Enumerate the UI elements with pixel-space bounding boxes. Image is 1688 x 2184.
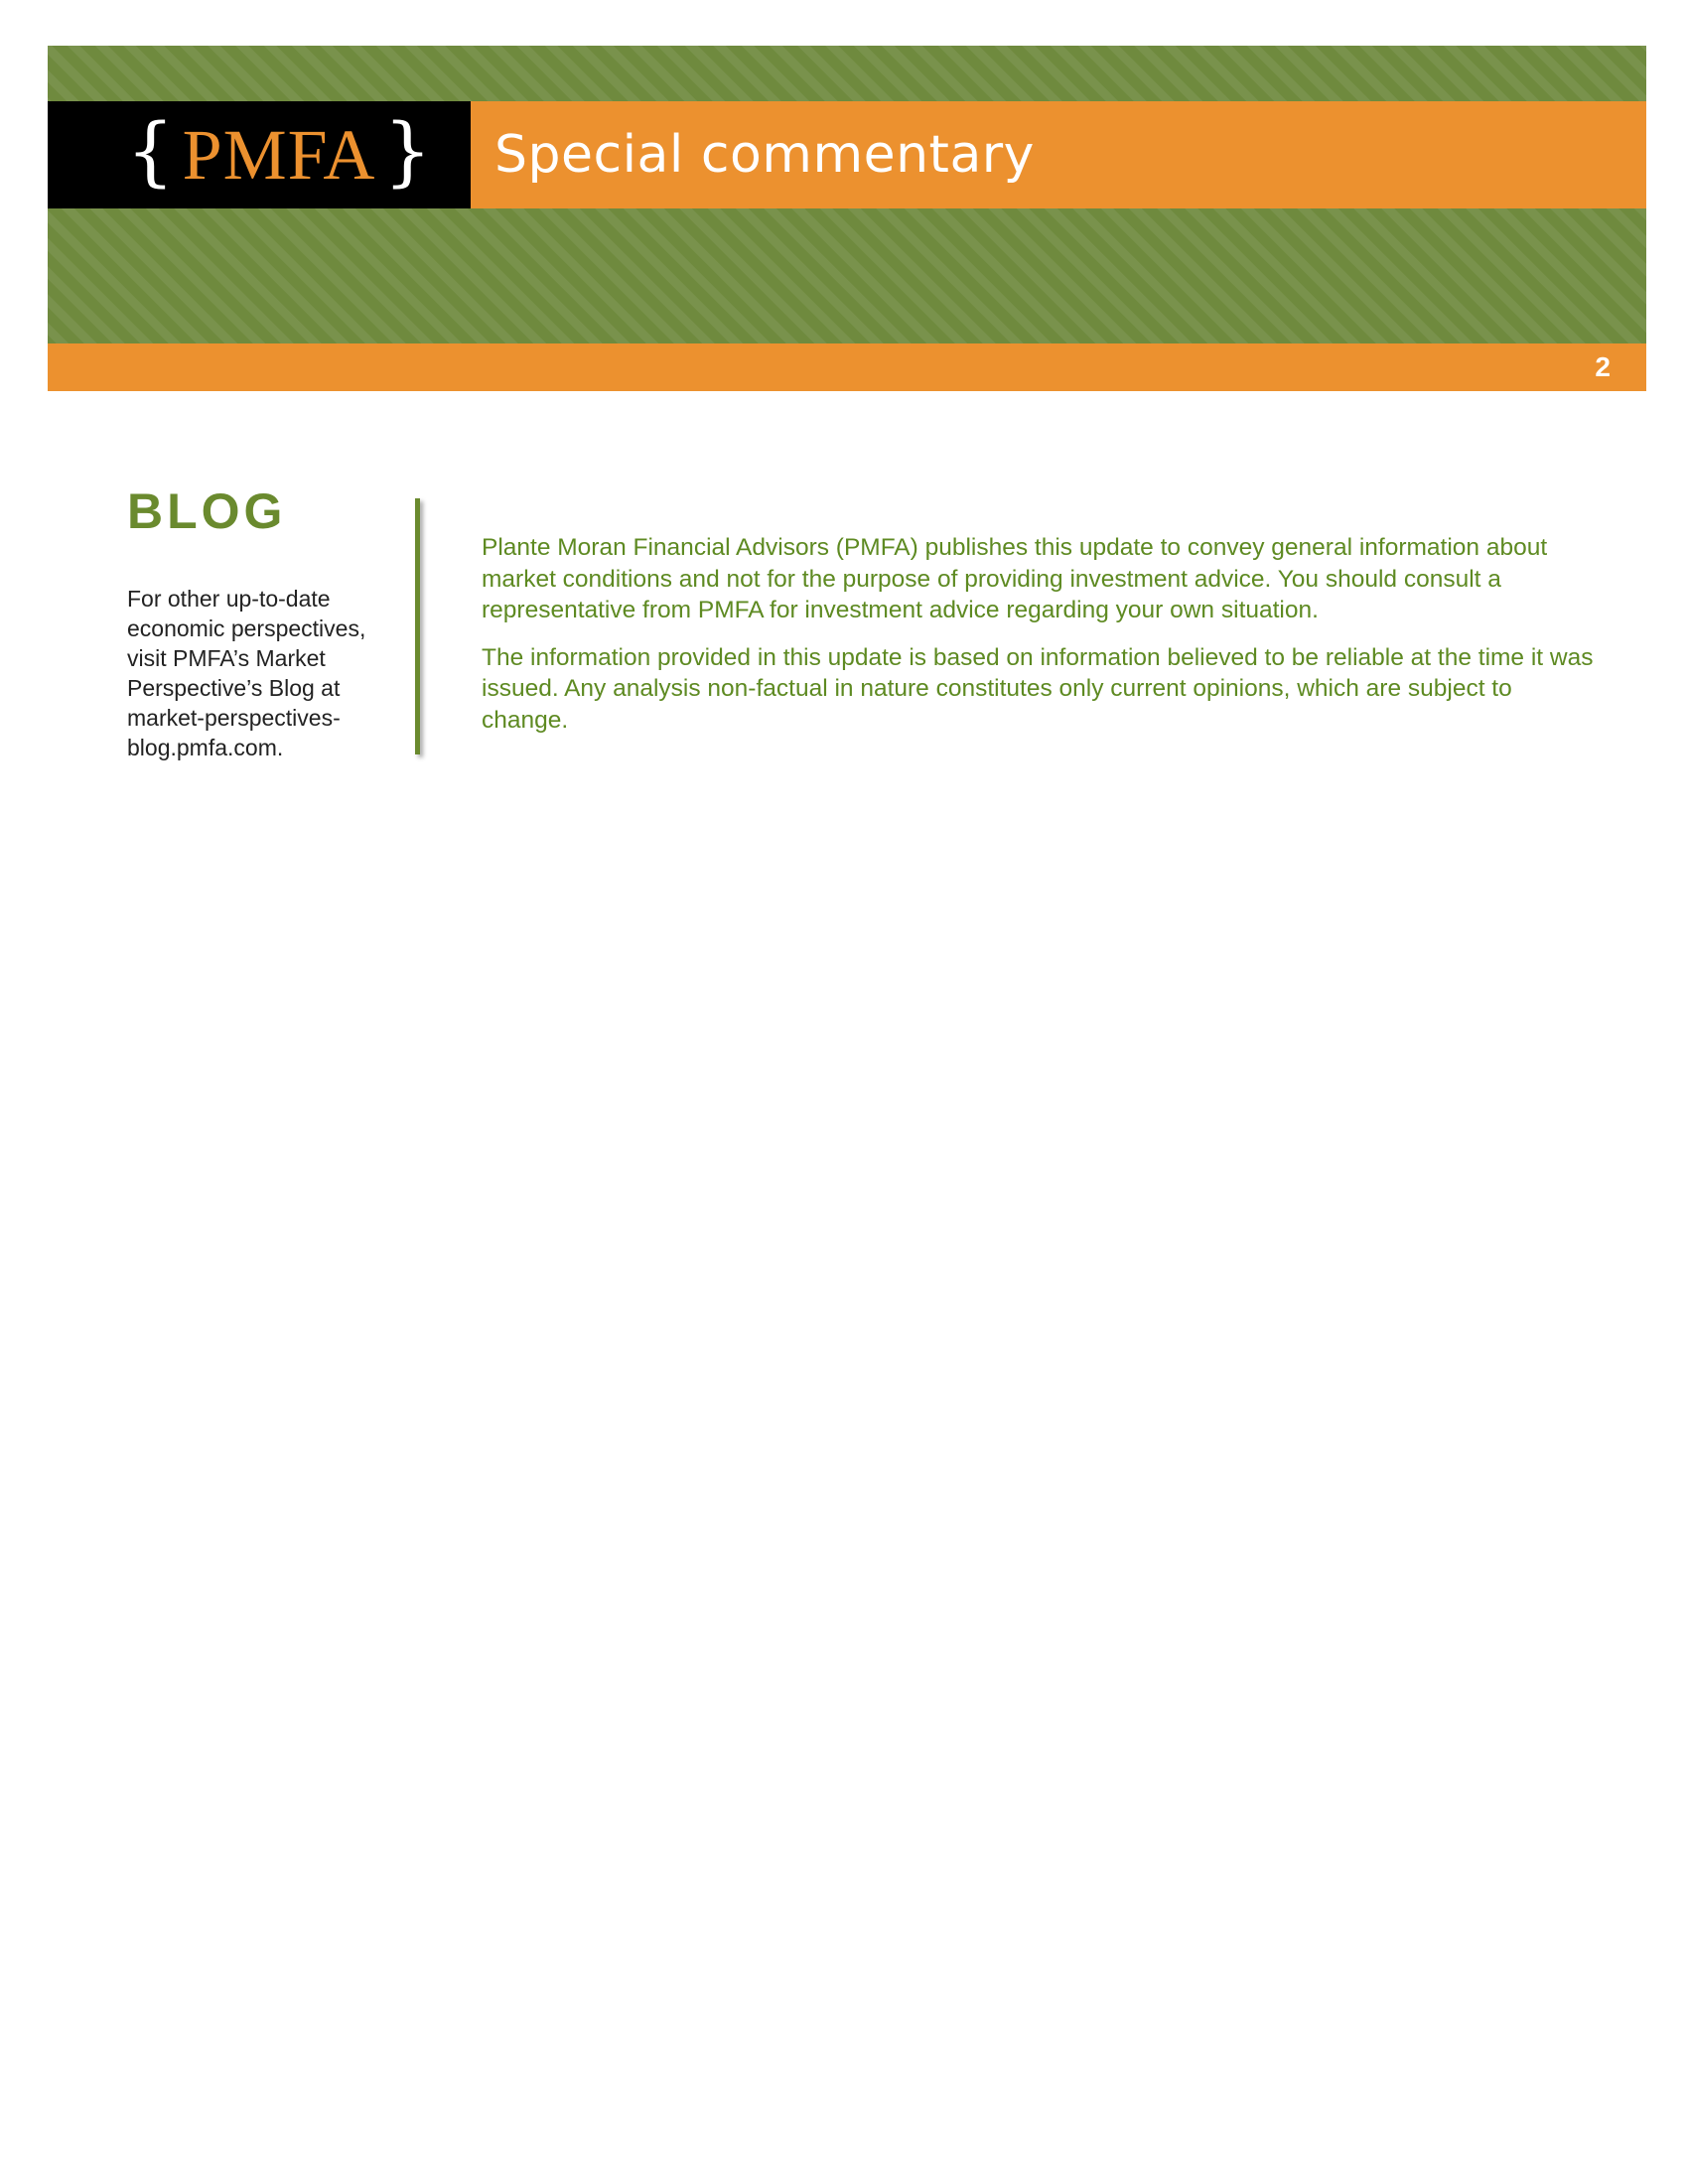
main-content: [482, 532, 1594, 751]
pmfa-logo: [48, 101, 471, 208]
page-number-strip: [48, 343, 1646, 391]
page-number: 2: [1595, 351, 1611, 382]
title-strip: [48, 101, 1646, 208]
logo-brace-close: }: [383, 106, 432, 195]
header-banner: [48, 46, 1646, 391]
logo-brace-open: {: [126, 106, 175, 195]
vertical-divider: [415, 498, 420, 754]
sidebar-heading: BLOG: [127, 483, 287, 539]
disclaimer-paragraph: The information provided in this update is based on information believed to be reliable at the time it was issued. Any analysis non-factual in nature constitutes only current opinions, which are subject to change.: [482, 643, 1594, 734]
sidebar-blog-text: For other up-to-date economic perspectives, visit PMFA’s Market Perspective’s Blog at market-perspectives-blog.pmfa.com.: [127, 586, 366, 760]
sidebar: [127, 482, 395, 762]
logo-text: PMFA: [182, 115, 376, 195]
disclaimer-paragraph: Plante Moran Financial Advisors (PMFA) publishes this update to convey general information about market conditions and not for the purpose of providing investment advice. You should consult a representative from PMFA for investment advice regarding your own situation.: [482, 534, 1548, 623]
page-title: Special commentary: [494, 125, 1035, 185]
